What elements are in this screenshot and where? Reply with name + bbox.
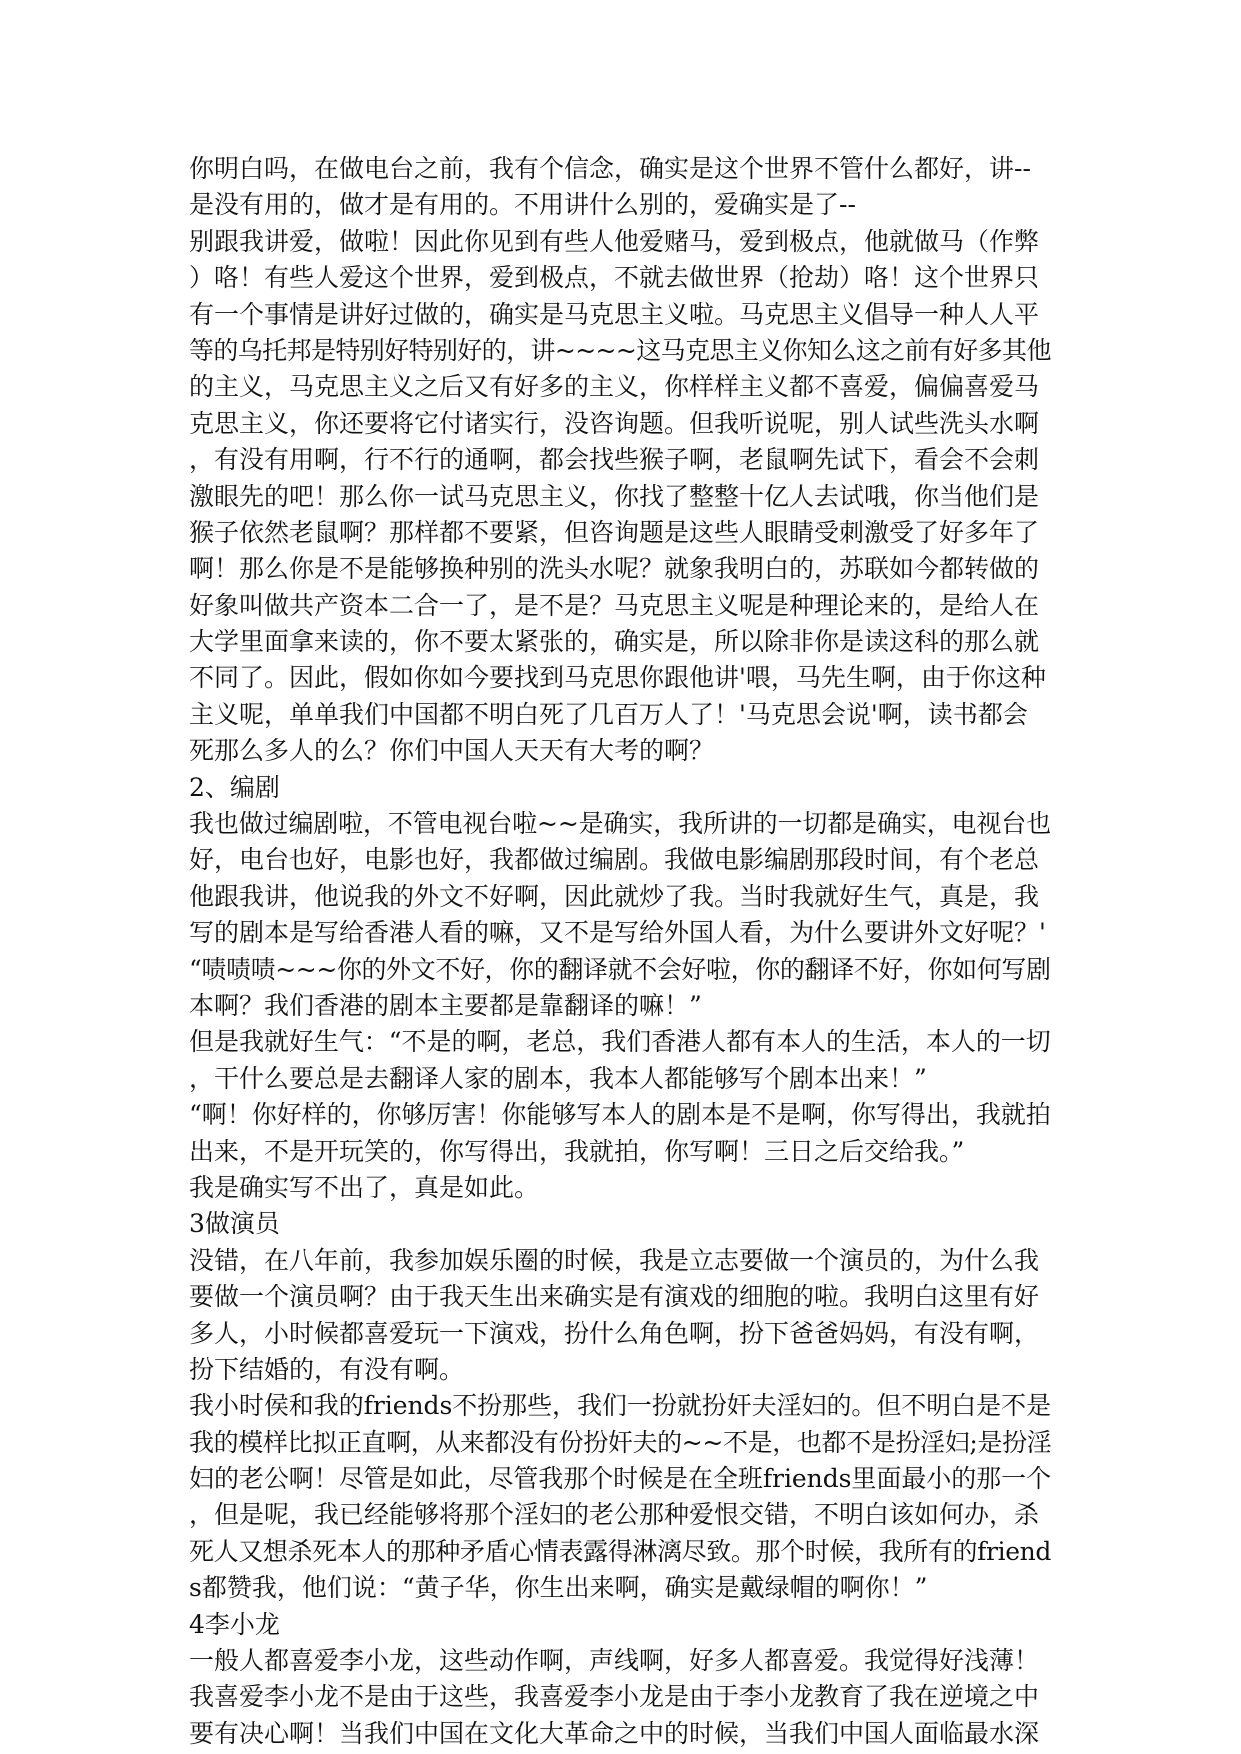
text-line: 啊！那么你是不是能够换种别的洗头水呢？就象我明白的，苏联如今都转做的 [189,554,1040,584]
text-line: 好象叫做共产资本二合一了，是不是？马克思主义呢是种理论来的，是给人在 [189,590,1040,620]
document-body [189,151,1051,1752]
text-line: 主义呢，单单我们中国都不明白死了几百万人了！'马克思会说'啊，读书都会 [189,699,1028,729]
text-line: 本啊？我们香港的剧本主要都是靠翻译的嘛！” [189,990,702,1020]
text-line: 等的乌托邦是特别好特别好的，讲~~~~这马克思主义你知么这之前有好多其他 [189,335,1051,365]
text-line: 妇的老公啊！尽管是如此，尽管我那个时候是在全班friends里面最小的那一个 [189,1464,1052,1494]
text-line: 但是我就好生气：“不是的啊，老总，我们香港人都有本人的生活，本人的一切 [189,1027,1051,1057]
text-line: 我也做过编剧啦，不管电视台啦~~是确实，我所讲的一切都是确实，电视台也 [189,809,1051,839]
text-line: 大学里面拿来读的，你不要太紧张的，确实是，所以除非你是读这科的那么就 [189,627,1040,657]
text-line: 死人又想杀死本人的那种矛盾心情表露得淋漓尽致。那个时候，我所有的friend [189,1536,1052,1566]
text-line: 扮下结婚的，有没有啊。 [189,1354,465,1384]
text-line: “啧啧啧~~~你的外文不好，你的翻译就不会好啦，你的翻译不好，你如何写剧 [189,954,1051,984]
text-line: 激眼先的吧！那么你一试马克思主义，你找了整整十亿人去试哦，你当他们是 [189,481,1040,511]
text-line: 是没有用的，做才是有用的。不用讲什么别的，爱确实是了-- [189,190,856,220]
text-line: 多人，小时候都喜爱玩一下演戏，扮什么角色啊，扮下爸爸妈妈，有没有啊， [189,1318,1040,1348]
text-line: 4李小龙 [189,1609,280,1639]
text-line: 3做演员 [189,1209,280,1239]
text-line: 2、编剧 [189,772,280,802]
text-line: 没错，在八年前，我参加娱乐圈的时候，我是立志要做一个演员的，为什么我 [189,1245,1040,1275]
text-line: 的主义，马克思主义之后又有好多的主义，你样样主义都不喜爱，偏偏喜爱马 [189,372,1040,402]
text-line: ）咯！有些人爱这个世界，爱到极点，不就去做世界（抢劫）咯！这个世界只 [189,263,1040,293]
text-line: “啊！你好样的，你够厉害！你能够写本人的剧本是不是啊，你写得出，我就拍 [189,1100,1051,1130]
text-line: 我小时侯和我的friends不扮那些，我们一扮就扮奸夫淫妇的。但不明白是不是 [189,1391,1052,1421]
text-line: 一般人都喜爱李小龙，这些动作啊，声线啊，好多人都喜爱。我觉得好浅薄！ [189,1646,1040,1676]
text-line: 别跟我讲爱，做啦！因此你见到有些人他爱赌马，爱到极点，他就做马（作弊 [189,226,1040,256]
text-line: 有一个事情是讲好过做的，确实是马克思主义啦。马克思主义倡导一种人人平 [189,299,1040,329]
text-line: ，但是呢，我已经能够将那个淫妇的老公那种爱恨交错，不明白该如何办，杀 [189,1500,1040,1530]
text-line: 他跟我讲，他说我的外文不好啊，因此就炒了我。当时我就好生气，真是，我 [189,881,1040,911]
text-line: ，有没有用啊，行不行的通啊，都会找些猴子啊，老鼠啊先试下，看会不会刺 [189,445,1040,475]
text-line: 出来，不是开玩笑的，你写得出，我就拍，你写啊！三日之后交给我。” [189,1136,965,1166]
text-line: 你明白吗，在做电台之前，我有个信念，确实是这个世界不管什么都好，讲-- [189,154,1031,183]
text-line: s都赞我，他们说：“黄子华，你生出来啊，确实是戴绿帽的啊你！” [189,1573,928,1603]
text-line: 克思主义，你还要将它付诸实行，没咨询题。但我听说呢，别人试些洗头水啊 [189,408,1040,438]
text-line: 我是确实写不出了，真是如此。 [189,1172,540,1202]
text-line: 我喜爱李小龙不是由于这些，我喜爱李小龙是由于李小龙教育了我在逆境之中 [189,1682,1040,1712]
text-line: 我的模样比拟正直啊，从来都没有份扮奸夫的~~不是，也都不是扮淫妇;是扮淫 [189,1427,1052,1457]
text-line: 好，电台也好，电影也好，我都做过编剧。我做电影编剧那段时间，有个老总 [189,845,1040,875]
text-line: 写的剧本是写给香港人看的嘛，又不是写给外国人看，为什么要讲外文好呢？' [189,918,1046,948]
text-line: 不同了。因此，假如你如今要找到马克思你跟他讲'喂，马先生啊，由于你这种 [189,663,1046,693]
text-line: 要有决心啊！当我们中国在文化大革命之中的时候，当我们中国人面临最水深 [189,1718,1040,1748]
text-line: 猴子依然老鼠啊？那样都不要紧，但咨询题是这些人眼睛受刺激受了好多年了 [189,517,1040,547]
text-line: 要做一个演员啊？由于我天生出来确实是有演戏的细胞的啦。我明白这里有好 [189,1282,1040,1312]
text-line: 死那么多人的么？你们中国人天天有大考的啊？ [189,736,715,766]
text-line: ，干什么要总是去翻译人家的剧本，我本人都能够写个剧本出来！” [189,1063,927,1093]
